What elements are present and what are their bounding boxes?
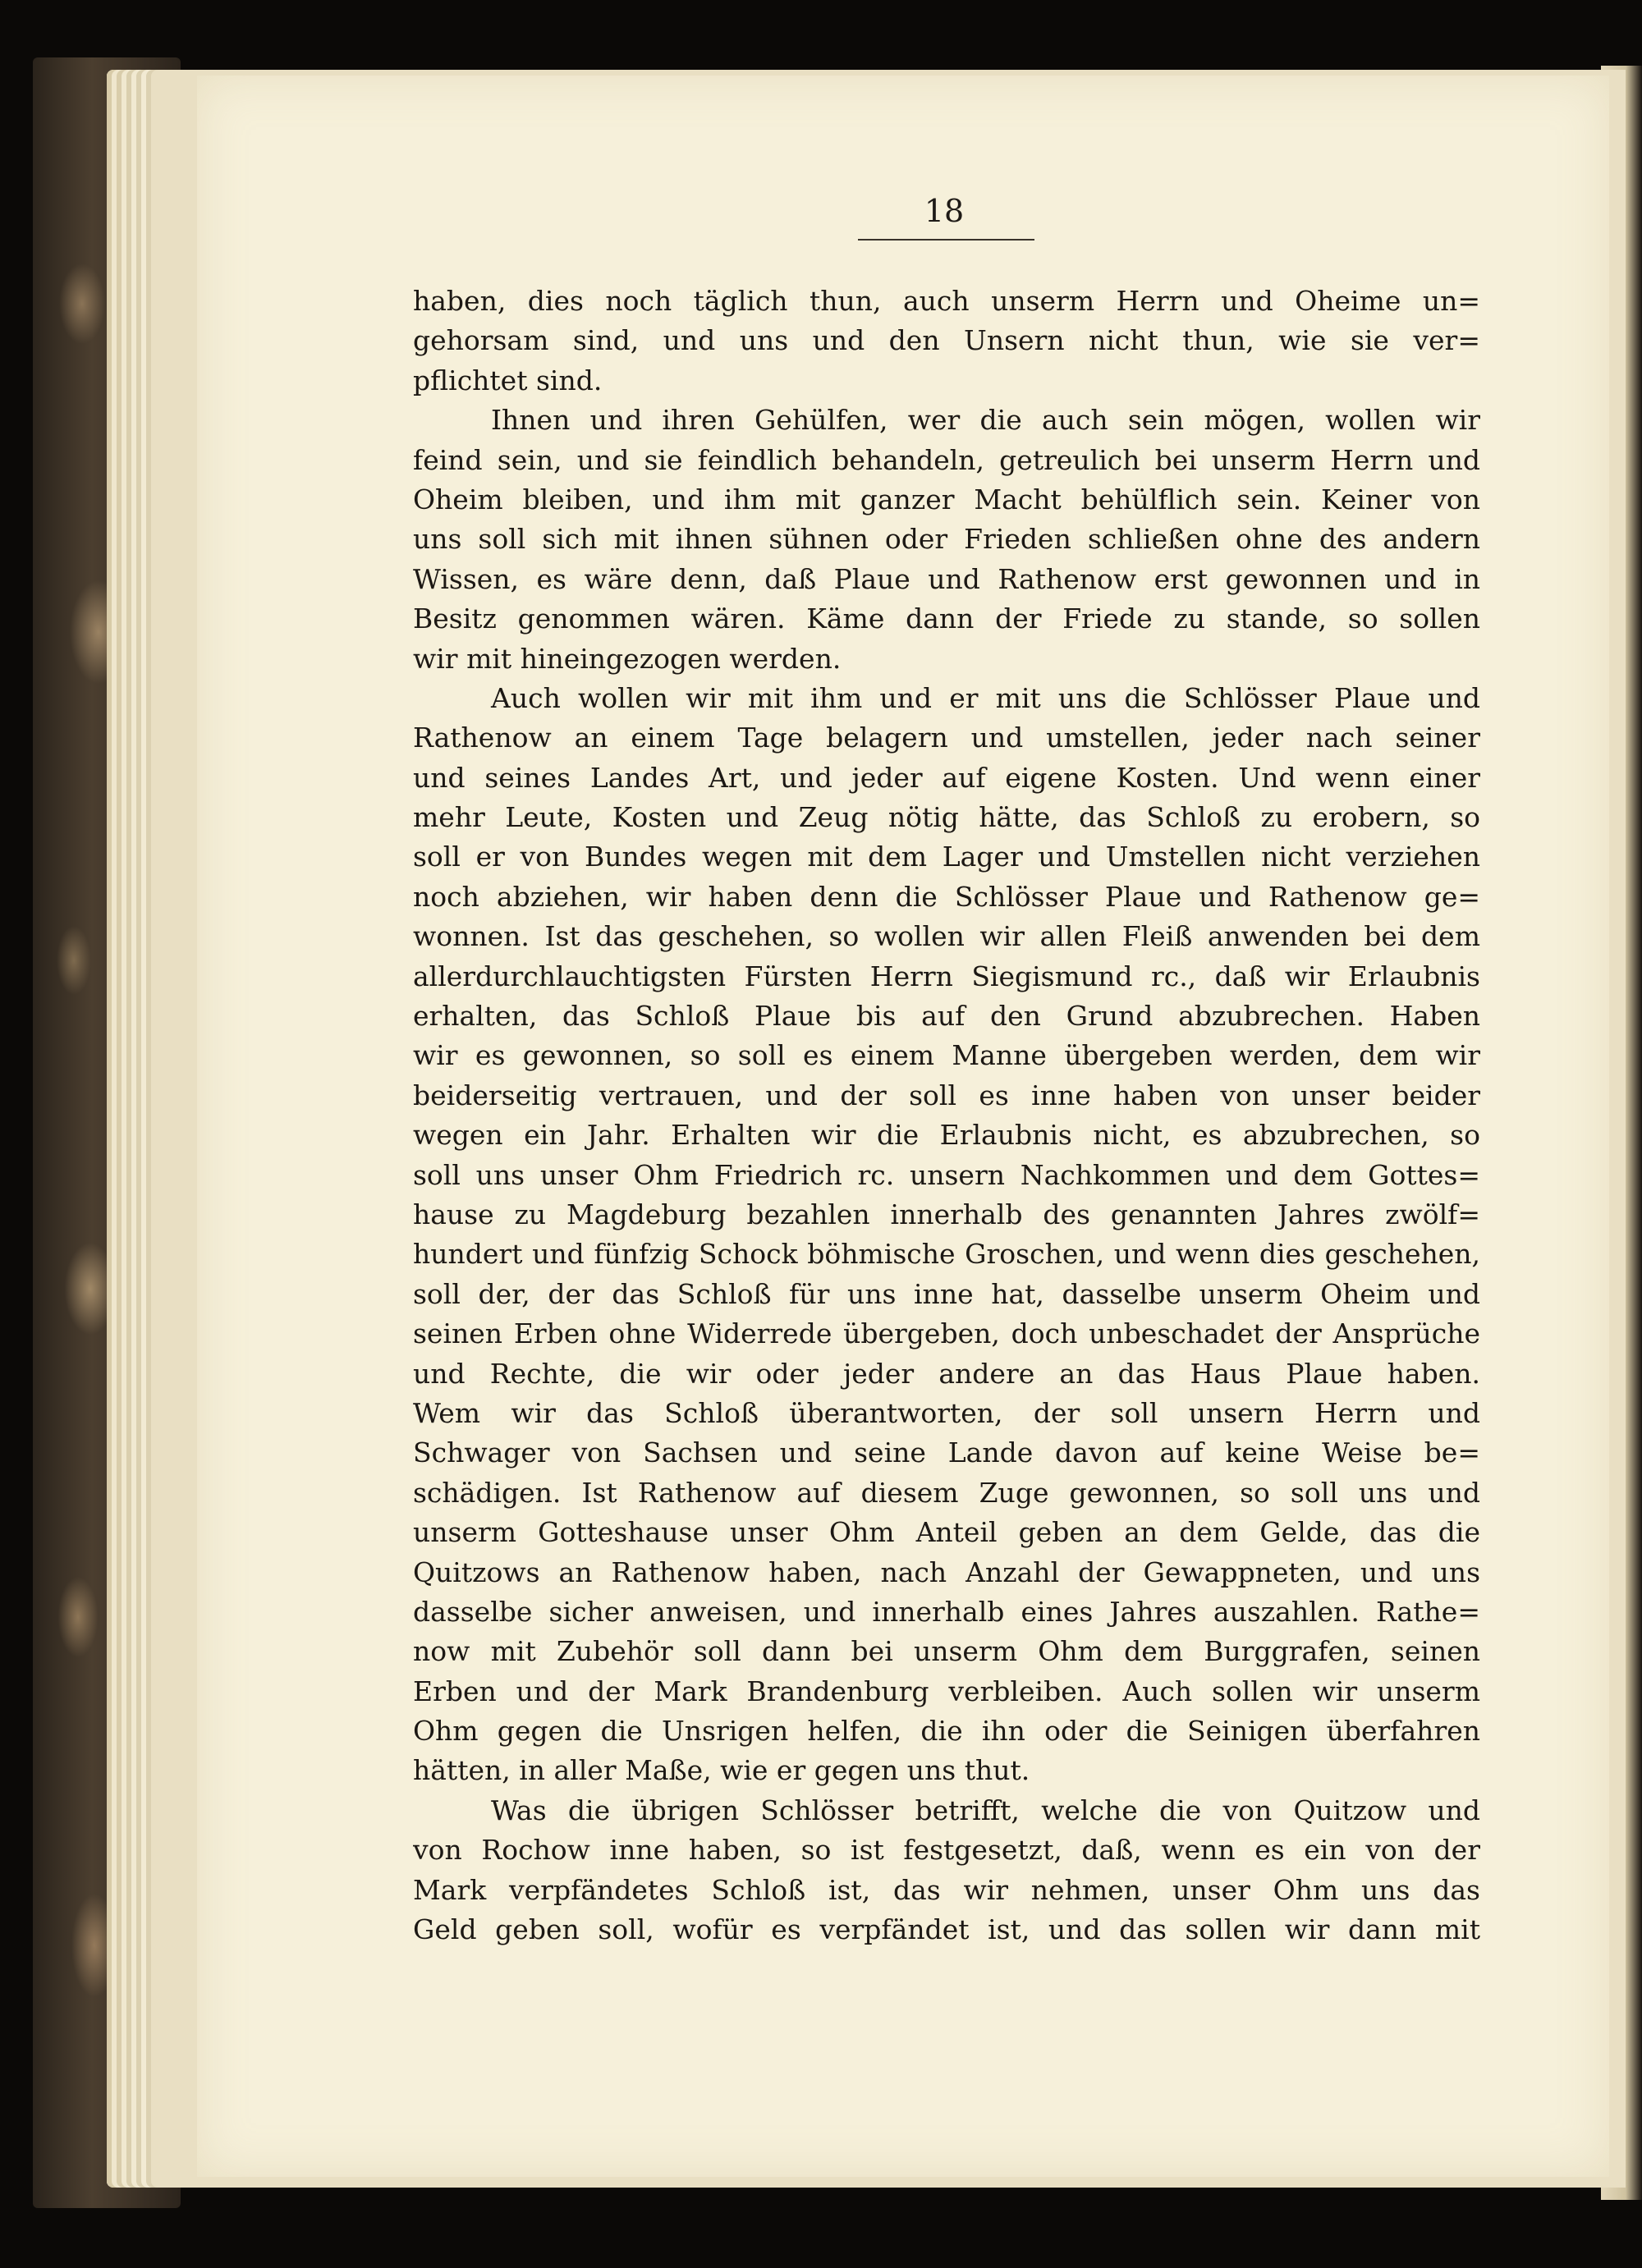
text-line: wegen ein Jahr. Erhalten wir die Erlaubnis nicht, es abzubrechen, so (413, 1119, 1480, 1152)
text-line: von Rochow inne haben, so ist festgesetzt, daß, wenn es ein von der (413, 1834, 1480, 1867)
text-line: Ohm gegen die Unsrigen helfen, die ihn oder die Seinigen überfahren (413, 1715, 1480, 1748)
text-line: feind sein, und sie feindlich behandeln, getreulich bei unserm Herrn und (413, 443, 1480, 476)
text-line: Ihnen und ihren Gehülfen, wer die auch sein mögen, wollen wir (491, 404, 1480, 437)
text-line: noch abziehen, wir haben denn die Schlösser Plaue und Rathenow ge= (413, 880, 1480, 913)
text-line: unserm Gotteshause unser Ohm Anteil geben an dem Gelde, das die (413, 1516, 1480, 1549)
text-line: Besitz genommen wären. Käme dann der Friede zu stande, so sollen (413, 603, 1480, 635)
text-line: wir es gewonnen, so soll es einem Manne übergeben werden, dem wir (413, 1039, 1480, 1072)
text-line: soll uns unser Ohm Friedrich rc. unsern Nachkommen und dem Gottes= (413, 1158, 1480, 1191)
text-line: Erben und der Mark Brandenburg verbleiben. Auch sollen wir unserm (413, 1675, 1480, 1707)
text-line: Auch wollen wir mit ihm und er mit uns die Schlösser Plaue und (491, 681, 1480, 714)
text-line: hundert und fünfzig Schock böhmische Groschen, und wenn dies geschehen, (413, 1238, 1480, 1271)
text-line: wir mit hineingezogen werden. (413, 642, 842, 675)
text-line: Was die übrigen Schlösser betrifft, welche die von Quitzow und (491, 1794, 1480, 1826)
text-line: uns soll sich mit ihnen sühnen oder Frieden schließen ohne des andern (413, 523, 1480, 556)
text-line: beiderseitig vertrauen, und der soll es inne haben von unser beider (413, 1079, 1480, 1111)
text-line: pflichtet sind. (413, 364, 603, 396)
text-line: wonnen. Ist das geschehen, so wollen wir allen Fleiß anwenden bei dem (413, 920, 1480, 953)
text-line: Oheim bleiben, und ihm mit ganzer Macht behülflich sein. Keiner von (413, 483, 1480, 515)
text-line: und Rechte, die wir oder jeder andere an das Haus Plaue haben. (413, 1357, 1480, 1390)
text-line: Rathenow an einem Tage belagern und umstellen, jeder nach seiner (413, 722, 1480, 754)
text-line: Quitzows an Rathenow haben, nach Anzahl der Gewappneten, und uns (413, 1556, 1480, 1588)
text-line: und seines Landes Art, und jeder auf eigene Kosten. Und wenn einer (413, 761, 1480, 794)
text-line: Wissen, es wäre denn, daß Plaue und Rathenow erst gewonnen und in (413, 562, 1480, 595)
text-line: gehorsam sind, und uns und den Unsern nicht thun, wie sie ver= (413, 324, 1480, 357)
text-line: now mit Zubehör soll dann bei unserm Ohm dem Burggrafen, seinen (413, 1635, 1480, 1668)
text-line: soll der, der das Schloß für uns inne hat, dasselbe unserm Oheim und (413, 1277, 1480, 1310)
text-line: schädigen. Ist Rathenow auf diesem Zuge gewonnen, so soll uns und (413, 1476, 1480, 1509)
page-number: 18 (924, 193, 965, 229)
text-line: erhalten, das Schloß Plaue bis auf den Grund abzubrechen. Haben (413, 1000, 1480, 1033)
text-line: Geld geben soll, wofür es verpfändet ist, und das sollen wir dann mit (413, 1913, 1480, 1946)
text-line: hätten, in aller Maße, wie er gegen uns thut. (413, 1754, 1030, 1787)
text-line: dasselbe sicher anweisen, und innerhalb eines Jahres auszahlen. Rathe= (413, 1595, 1480, 1628)
text-line: soll er von Bundes wegen mit dem Lager und Umstellen nicht verziehen (413, 841, 1480, 873)
text-line: Schwager von Sachsen und seine Lande davon auf keine Weise be= (413, 1436, 1480, 1469)
text-line: hause zu Magdeburg bezahlen innerhalb des genannten Jahres zwölf= (413, 1198, 1480, 1230)
text-line: haben, dies noch täglich thun, auch unserm Herrn und Oheime un= (413, 285, 1480, 317)
text-line: Wem wir das Schloß überantworten, der soll unsern Herrn und (413, 1396, 1480, 1429)
text-line: allerdurchlauchtigsten Fürsten Herrn Siegismund rc., daß wir Erlaubnis (413, 960, 1480, 992)
text-line: Mark verpfändetes Schloß ist, das wir nehmen, unser Ohm uns das (413, 1873, 1480, 1906)
text-line: mehr Leute, Kosten und Zeug nötig hätte, das Schloß zu erobern, so (413, 801, 1480, 834)
body-text (413, 282, 1480, 1950)
text-line: seinen Erben ohne Widerrede übergeben, doch unbeschadet der Ansprüche (413, 1317, 1480, 1350)
header-rule (858, 239, 1034, 241)
